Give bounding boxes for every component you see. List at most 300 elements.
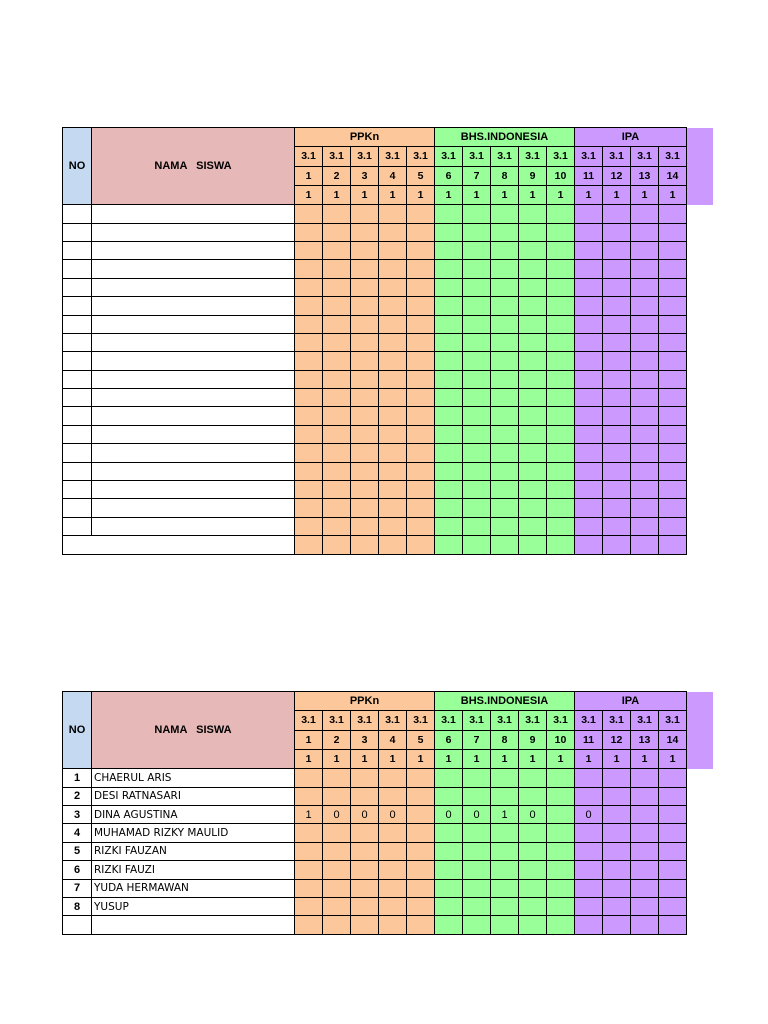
score-cell[interactable] [379,517,407,535]
score-cell[interactable] [603,297,631,315]
score-cell[interactable] [323,205,351,223]
score-cell[interactable] [379,842,407,860]
score-cell[interactable] [435,916,463,934]
student-name-cell[interactable] [92,297,295,315]
student-no-cell[interactable] [63,370,92,388]
score-cell[interactable] [379,352,407,370]
score-cell[interactable] [379,241,407,259]
score-cell[interactable] [435,444,463,462]
score-cell[interactable] [659,861,687,879]
score-cell[interactable] [435,769,463,787]
score-cell[interactable] [519,333,547,351]
score-cell[interactable] [351,315,379,333]
score-cell[interactable] [379,481,407,499]
score-cell[interactable] [519,916,547,934]
score-cell[interactable] [463,315,491,333]
score-cell[interactable] [603,223,631,241]
score-cell[interactable] [379,916,407,934]
student-no-cell[interactable]: 4 [63,824,92,842]
score-cell[interactable] [491,352,519,370]
score-cell[interactable] [323,499,351,517]
score-cell[interactable] [295,444,323,462]
score-cell[interactable] [603,241,631,259]
score-cell[interactable] [463,333,491,351]
student-name-cell[interactable]: DESI RATNASARI [92,787,295,805]
score-cell[interactable] [435,425,463,443]
score-cell[interactable]: 0 [323,805,351,823]
score-cell[interactable] [659,370,687,388]
score-cell[interactable] [295,861,323,879]
score-cell[interactable] [295,260,323,278]
score-cell[interactable] [491,223,519,241]
student-name-cell[interactable] [92,444,295,462]
score-cell[interactable] [603,462,631,480]
score-cell[interactable] [379,315,407,333]
score-cell[interactable] [351,481,379,499]
score-cell[interactable] [603,425,631,443]
score-cell[interactable] [463,205,491,223]
score-cell[interactable] [435,333,463,351]
score-cell[interactable] [351,897,379,915]
student-no-cell[interactable]: 2 [63,787,92,805]
score-cell[interactable] [659,444,687,462]
score-cell[interactable] [407,352,435,370]
student-name-cell[interactable] [92,425,295,443]
score-cell[interactable] [491,241,519,259]
score-cell[interactable] [491,824,519,842]
score-cell[interactable] [491,481,519,499]
score-cell[interactable] [435,824,463,842]
score-cell[interactable] [295,879,323,897]
score-cell[interactable] [351,536,379,554]
score-cell[interactable] [575,278,603,296]
score-cell[interactable] [463,787,491,805]
score-cell[interactable] [547,389,575,407]
score-cell[interactable] [407,897,435,915]
score-cell[interactable] [351,389,379,407]
score-cell[interactable] [463,407,491,425]
student-no-cell[interactable] [63,205,92,223]
score-cell[interactable] [463,241,491,259]
score-cell[interactable] [519,879,547,897]
score-cell[interactable] [435,462,463,480]
score-cell[interactable] [603,916,631,934]
score-cell[interactable] [547,897,575,915]
score-cell[interactable] [295,352,323,370]
score-cell[interactable] [463,425,491,443]
score-cell[interactable] [351,260,379,278]
score-cell[interactable] [519,481,547,499]
score-cell[interactable] [547,481,575,499]
score-cell[interactable] [547,352,575,370]
score-cell[interactable] [575,333,603,351]
score-cell[interactable] [659,842,687,860]
score-cell[interactable] [575,916,603,934]
student-name-cell[interactable] [92,389,295,407]
score-cell[interactable] [603,499,631,517]
score-cell[interactable] [407,916,435,934]
score-cell[interactable] [435,517,463,535]
score-cell[interactable] [519,352,547,370]
score-cell[interactable] [351,879,379,897]
score-cell[interactable]: 1 [491,805,519,823]
student-name-cell[interactable]: DINA AGUSTINA [92,805,295,823]
score-cell[interactable] [659,879,687,897]
score-cell[interactable] [519,517,547,535]
score-cell[interactable] [659,805,687,823]
student-no-cell[interactable]: 8 [63,897,92,915]
score-cell[interactable] [659,241,687,259]
score-cell[interactable] [463,481,491,499]
score-cell[interactable] [631,879,659,897]
score-cell[interactable] [575,389,603,407]
total-row-cell[interactable] [63,536,295,554]
score-cell[interactable] [547,824,575,842]
score-cell[interactable] [323,462,351,480]
score-cell[interactable] [295,499,323,517]
student-no-cell[interactable] [63,462,92,480]
score-cell[interactable] [407,787,435,805]
score-cell[interactable] [351,352,379,370]
score-cell[interactable] [407,223,435,241]
score-cell[interactable] [379,297,407,315]
score-cell[interactable] [547,297,575,315]
student-no-cell[interactable] [63,278,92,296]
score-cell[interactable] [547,517,575,535]
score-cell[interactable] [435,315,463,333]
score-cell[interactable] [659,769,687,787]
score-cell[interactable] [603,861,631,879]
score-cell[interactable] [575,407,603,425]
student-name-cell[interactable]: CHAERUL ARIS [92,769,295,787]
score-cell[interactable] [631,278,659,296]
score-cell[interactable] [631,352,659,370]
score-cell[interactable] [323,260,351,278]
student-name-cell[interactable] [92,260,295,278]
score-cell[interactable] [575,879,603,897]
score-cell[interactable] [407,536,435,554]
score-cell[interactable] [295,370,323,388]
score-cell[interactable] [407,333,435,351]
score-cell[interactable] [323,517,351,535]
score-cell[interactable] [351,462,379,480]
score-cell[interactable] [435,260,463,278]
score-cell[interactable] [351,425,379,443]
score-cell[interactable] [519,407,547,425]
student-no-cell[interactable]: 5 [63,842,92,860]
score-cell[interactable] [379,407,407,425]
student-name-cell[interactable] [92,462,295,480]
score-cell[interactable] [295,425,323,443]
score-cell[interactable] [603,370,631,388]
score-cell[interactable] [407,769,435,787]
student-name-cell[interactable]: MUHAMAD RIZKY MAULID [92,824,295,842]
student-no-cell[interactable]: 6 [63,861,92,879]
score-cell[interactable] [491,879,519,897]
score-cell[interactable] [463,444,491,462]
score-cell[interactable] [547,444,575,462]
score-cell[interactable] [407,462,435,480]
score-cell[interactable] [379,444,407,462]
score-cell[interactable] [323,223,351,241]
score-cell[interactable] [323,897,351,915]
score-cell[interactable] [463,842,491,860]
student-name-cell[interactable] [92,223,295,241]
student-name-cell[interactable]: RIZKI FAUZAN [92,842,295,860]
score-cell[interactable] [547,916,575,934]
score-cell[interactable] [379,389,407,407]
score-cell[interactable] [351,278,379,296]
score-cell[interactable] [463,916,491,934]
score-cell[interactable] [547,315,575,333]
score-cell[interactable] [603,407,631,425]
score-cell[interactable] [435,536,463,554]
score-cell[interactable] [547,333,575,351]
score-cell[interactable] [379,370,407,388]
student-name-cell[interactable] [92,333,295,351]
score-cell[interactable] [435,389,463,407]
student-no-cell[interactable] [63,407,92,425]
score-cell[interactable] [631,517,659,535]
score-cell[interactable] [519,425,547,443]
score-cell[interactable] [295,897,323,915]
score-cell[interactable] [659,462,687,480]
score-cell[interactable] [491,517,519,535]
score-cell[interactable]: 0 [435,805,463,823]
score-cell[interactable] [631,916,659,934]
score-cell[interactable] [351,824,379,842]
score-cell[interactable] [463,223,491,241]
score-cell[interactable] [631,425,659,443]
score-cell[interactable] [519,769,547,787]
score-cell[interactable] [519,861,547,879]
student-no-cell[interactable] [63,499,92,517]
score-cell[interactable] [547,787,575,805]
score-cell[interactable] [407,241,435,259]
score-cell[interactable] [351,499,379,517]
score-cell[interactable] [407,260,435,278]
score-cell[interactable] [407,805,435,823]
score-cell[interactable] [603,787,631,805]
score-cell[interactable] [547,241,575,259]
score-cell[interactable] [575,297,603,315]
score-cell[interactable] [295,462,323,480]
score-cell[interactable] [519,897,547,915]
score-cell[interactable] [435,787,463,805]
score-cell[interactable] [631,241,659,259]
score-cell[interactable] [603,444,631,462]
score-cell[interactable] [575,861,603,879]
score-cell[interactable] [351,223,379,241]
score-cell[interactable] [295,205,323,223]
score-cell[interactable] [659,223,687,241]
score-cell[interactable] [631,499,659,517]
score-cell[interactable] [603,352,631,370]
score-cell[interactable] [295,787,323,805]
score-cell[interactable] [519,787,547,805]
score-cell[interactable] [323,241,351,259]
score-cell[interactable] [659,536,687,554]
student-no-cell[interactable] [63,260,92,278]
score-cell[interactable] [463,861,491,879]
score-cell[interactable] [407,517,435,535]
student-name-cell[interactable] [92,278,295,296]
score-cell[interactable] [519,241,547,259]
score-cell[interactable] [323,861,351,879]
score-cell[interactable] [435,297,463,315]
score-cell[interactable] [491,462,519,480]
score-cell[interactable] [407,315,435,333]
score-cell[interactable] [491,315,519,333]
score-cell[interactable] [323,444,351,462]
score-cell[interactable] [323,352,351,370]
score-cell[interactable] [547,842,575,860]
score-cell[interactable] [379,425,407,443]
student-no-cell[interactable]: 1 [63,769,92,787]
score-cell[interactable]: 0 [351,805,379,823]
score-cell[interactable] [519,370,547,388]
score-cell[interactable] [575,462,603,480]
score-cell[interactable] [491,333,519,351]
student-name-cell[interactable] [92,916,295,934]
score-cell[interactable] [659,352,687,370]
score-cell[interactable] [547,260,575,278]
score-cell[interactable] [575,787,603,805]
score-cell[interactable] [491,499,519,517]
score-cell[interactable] [519,297,547,315]
student-no-cell[interactable] [63,444,92,462]
score-cell[interactable] [547,805,575,823]
student-name-cell[interactable] [92,407,295,425]
score-cell[interactable] [463,462,491,480]
score-cell[interactable] [323,787,351,805]
score-cell[interactable] [379,824,407,842]
score-cell[interactable] [575,824,603,842]
score-cell[interactable] [295,769,323,787]
score-cell[interactable] [323,315,351,333]
score-cell[interactable] [603,824,631,842]
student-no-cell[interactable]: 7 [63,879,92,897]
score-cell[interactable] [547,205,575,223]
score-cell[interactable] [547,861,575,879]
score-cell[interactable] [631,897,659,915]
student-no-cell[interactable] [63,517,92,535]
student-name-cell[interactable] [92,370,295,388]
score-cell[interactable] [351,370,379,388]
score-cell[interactable] [407,407,435,425]
score-cell[interactable] [379,205,407,223]
score-cell[interactable] [491,425,519,443]
score-cell[interactable] [519,205,547,223]
score-cell[interactable] [603,278,631,296]
score-cell[interactable] [435,897,463,915]
score-cell[interactable] [491,297,519,315]
score-cell[interactable] [491,916,519,934]
score-cell[interactable] [547,407,575,425]
score-cell[interactable] [603,805,631,823]
score-cell[interactable] [603,389,631,407]
score-cell[interactable] [295,333,323,351]
score-cell[interactable] [351,407,379,425]
score-cell[interactable] [351,444,379,462]
score-cell[interactable] [379,536,407,554]
score-cell[interactable] [603,842,631,860]
score-cell[interactable] [631,769,659,787]
score-cell[interactable] [575,241,603,259]
score-cell[interactable] [631,481,659,499]
score-cell[interactable] [659,389,687,407]
score-cell[interactable] [351,241,379,259]
student-name-cell[interactable] [92,499,295,517]
score-cell[interactable] [463,370,491,388]
score-cell[interactable] [491,205,519,223]
score-cell[interactable] [603,315,631,333]
score-cell[interactable] [631,805,659,823]
score-cell[interactable] [379,278,407,296]
score-cell[interactable] [603,536,631,554]
score-cell[interactable] [295,481,323,499]
student-no-cell[interactable] [63,389,92,407]
score-cell[interactable] [463,278,491,296]
score-cell[interactable] [407,389,435,407]
score-cell[interactable] [323,407,351,425]
score-cell[interactable] [323,916,351,934]
student-name-cell[interactable]: RIZKI FAUZI [92,861,295,879]
score-cell[interactable] [603,333,631,351]
score-cell[interactable] [323,333,351,351]
score-cell[interactable] [351,769,379,787]
score-cell[interactable] [631,462,659,480]
student-name-cell[interactable]: YUSUP [92,897,295,915]
score-cell[interactable] [463,879,491,897]
score-cell[interactable] [631,333,659,351]
score-cell[interactable]: 1 [295,805,323,823]
student-name-cell[interactable] [92,481,295,499]
score-cell[interactable] [659,333,687,351]
score-cell[interactable] [323,824,351,842]
score-cell[interactable] [603,481,631,499]
score-cell[interactable] [575,352,603,370]
score-cell[interactable] [547,278,575,296]
score-cell[interactable] [519,842,547,860]
score-cell[interactable] [659,425,687,443]
score-cell[interactable] [519,499,547,517]
score-cell[interactable] [351,787,379,805]
score-cell[interactable] [519,462,547,480]
score-cell[interactable] [519,315,547,333]
score-cell[interactable] [659,297,687,315]
student-no-cell[interactable] [63,352,92,370]
score-cell[interactable] [631,223,659,241]
score-cell[interactable] [659,315,687,333]
score-cell[interactable] [631,861,659,879]
score-cell[interactable] [463,389,491,407]
score-cell[interactable] [407,425,435,443]
score-cell[interactable] [575,897,603,915]
student-name-cell[interactable] [92,205,295,223]
score-cell[interactable] [323,389,351,407]
score-cell[interactable] [575,315,603,333]
student-no-cell[interactable] [63,315,92,333]
score-cell[interactable] [659,517,687,535]
student-name-cell[interactable] [92,517,295,535]
student-name-cell[interactable] [92,241,295,259]
score-cell[interactable] [435,205,463,223]
score-cell[interactable] [659,897,687,915]
score-cell[interactable] [435,861,463,879]
score-cell[interactable] [631,389,659,407]
score-cell[interactable] [631,297,659,315]
